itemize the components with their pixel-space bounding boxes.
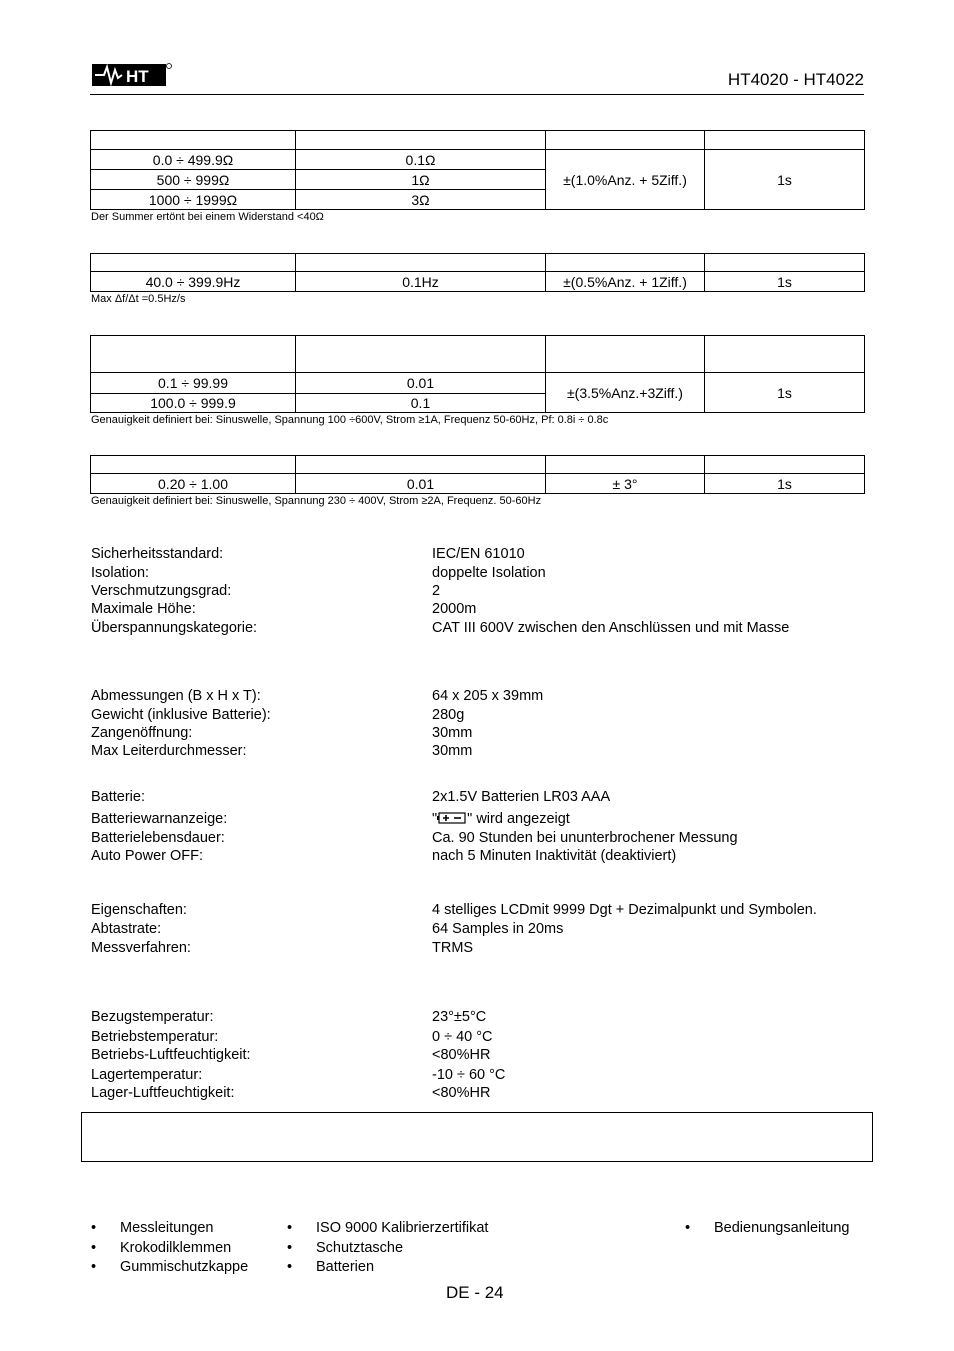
header-divider	[90, 94, 864, 95]
list-item: • Batterien	[287, 1258, 488, 1278]
battery-warning-text: " wird angezeigt	[467, 811, 570, 827]
spec-value: 64 Samples in 20ms	[432, 921, 564, 937]
table-note: Max Δf/Δt =0.5Hz/s	[91, 293, 186, 305]
range-cell: 500 ÷ 999Ω	[91, 170, 296, 190]
list-item: • Gummischutzkappe	[91, 1258, 248, 1278]
resolution-cell: 0.1Ω	[296, 150, 546, 170]
spec-label: Maximale Höhe:	[91, 601, 196, 617]
spec-value: 2x1.5V Batterien LR03 AAA	[432, 789, 611, 805]
accessories-col-2	[287, 1219, 488, 1278]
spec-label: Batterie:	[91, 789, 145, 805]
spec-value: TRMS	[432, 940, 474, 956]
spec-label: Sicherheitsstandard:	[91, 546, 224, 562]
list-item: • ISO 9000 Kalibrierzertifikat	[287, 1219, 488, 1239]
spec-value	[432, 810, 570, 829]
table-note: Genauigkeit definiert bei: Sinuswelle, Spannung 100 ÷600V, Strom ≥1A, Frequenz 50-60Hz, Pf: 0.8i ÷ 0.8c	[91, 414, 609, 426]
resolution-cell: 3Ω	[296, 190, 546, 210]
spec-table-powerfactor	[90, 455, 865, 494]
spec-label: Isolation:	[91, 565, 150, 581]
range-cell: 1000 ÷ 1999Ω	[91, 190, 296, 210]
spec-label: Zangenöffnung:	[91, 725, 193, 741]
resolution-cell: 0.1Hz	[296, 272, 546, 292]
battery-icon	[437, 812, 467, 824]
spec-value: <80%HR	[432, 1085, 491, 1101]
spec-value: Ca. 90 Stunden bei ununterbrochener Messung	[432, 830, 738, 846]
accessories-col-1	[91, 1219, 248, 1278]
spec-value: <80%HR	[432, 1047, 491, 1063]
notice-box	[81, 1112, 873, 1162]
range-cell: 0.0 ÷ 499.9Ω	[91, 150, 296, 170]
spec-label: Betriebs-Luftfeuchtigkeit:	[91, 1047, 251, 1063]
spec-table-frequency	[90, 253, 865, 292]
spec-value: 2000m	[432, 601, 477, 617]
spec-value: 280g	[432, 707, 465, 723]
range-cell: 40.0 ÷ 399.9Hz	[91, 272, 296, 292]
spec-label: Abmessungen (B x H x T):	[91, 688, 261, 704]
logo-text: HT	[126, 67, 149, 86]
resolution-cell: 0.01	[296, 373, 546, 394]
resolution-cell: 0.01	[296, 474, 546, 494]
quote-open: "	[432, 811, 438, 827]
spec-label: Gewicht (inklusive Batterie):	[91, 707, 271, 723]
spec-label: Lager-Luftfeuchtigkeit:	[91, 1085, 235, 1101]
spec-value: CAT III 600V zwischen den Anschlüssen und mit Masse	[432, 620, 790, 636]
list-item: • Messleitungen	[91, 1219, 248, 1239]
model-title: HT4020 - HT4022	[727, 70, 864, 89]
spec-value: nach 5 Minuten Inaktivität (deaktiviert)	[432, 848, 677, 864]
response-cell: 1s	[705, 474, 865, 494]
spec-label: Bezugstemperatur:	[91, 1009, 214, 1025]
list-item: • Krokodilklemmen	[91, 1239, 248, 1259]
spec-value: 4 stelliges LCDmit 9999 Dgt + Dezimalpunkt und Symbolen.	[432, 902, 817, 918]
accuracy-cell: ± 3°	[546, 474, 705, 494]
resolution-cell: 1Ω	[296, 170, 546, 190]
spec-label: Batterielebensdauer:	[91, 830, 225, 846]
accuracy-cell: ±(3.5%Anz.+3Ziff.)	[546, 373, 705, 413]
spec-label: Überspannungskategorie:	[91, 620, 258, 636]
accuracy-cell: ±(1.0%Anz. + 5Ziff.)	[546, 150, 705, 210]
spec-value: 64 x 205 x 39mm	[432, 688, 544, 704]
spec-label: Auto Power OFF:	[91, 848, 204, 864]
spec-label: Lagertemperatur:	[91, 1067, 203, 1083]
spec-label: Messverfahren:	[91, 940, 191, 956]
spec-label: Verschmutzungsgrad:	[91, 583, 232, 599]
spec-label: Batteriewarnanzeige:	[91, 811, 228, 827]
list-item: • Schutztasche	[287, 1239, 488, 1259]
accessories-col-3	[685, 1219, 849, 1239]
range-cell: 0.1 ÷ 99.99	[91, 373, 296, 394]
spec-label: Abtastrate:	[91, 921, 162, 937]
spec-value: 2	[432, 583, 441, 599]
ht-logo	[92, 62, 172, 88]
table-note: Genauigkeit definiert bei: Sinuswelle, Spannung 230 ÷ 400V, Strom ≥2A, Frequenz. 50-60Hz	[91, 495, 542, 507]
page-number: DE - 24	[446, 1283, 504, 1302]
response-cell: 1s	[705, 373, 865, 413]
response-cell: 1s	[705, 272, 865, 292]
range-cell: 0.20 ÷ 1.00	[91, 474, 296, 494]
spec-value: 30mm	[432, 725, 473, 741]
spec-label: Betriebstemperatur:	[91, 1029, 219, 1045]
spec-value: IEC/EN 61010	[432, 546, 525, 562]
list-item: • Bedienungsanleitung	[685, 1219, 849, 1239]
resolution-cell: 0.1	[296, 394, 546, 413]
spec-value: doppelte Isolation	[432, 565, 546, 581]
range-cell: 100.0 ÷ 999.9	[91, 394, 296, 413]
response-cell: 1s	[705, 150, 865, 210]
spec-table-resistance	[90, 130, 865, 210]
spec-value: 23°±5°C	[432, 1009, 487, 1025]
spec-value: 0 ÷ 40 °C	[432, 1029, 493, 1045]
spec-value: -10 ÷ 60 °C	[432, 1067, 506, 1083]
spec-label: Eigenschaften:	[91, 902, 187, 918]
table-note: Der Summer ertönt bei einem Widerstand <40Ω	[91, 211, 324, 223]
accuracy-cell: ±(0.5%Anz. + 1Ziff.)	[546, 272, 705, 292]
spec-label: Max Leiterdurchmesser:	[91, 743, 247, 759]
spec-table-power	[90, 335, 865, 413]
spec-value: 30mm	[432, 743, 473, 759]
